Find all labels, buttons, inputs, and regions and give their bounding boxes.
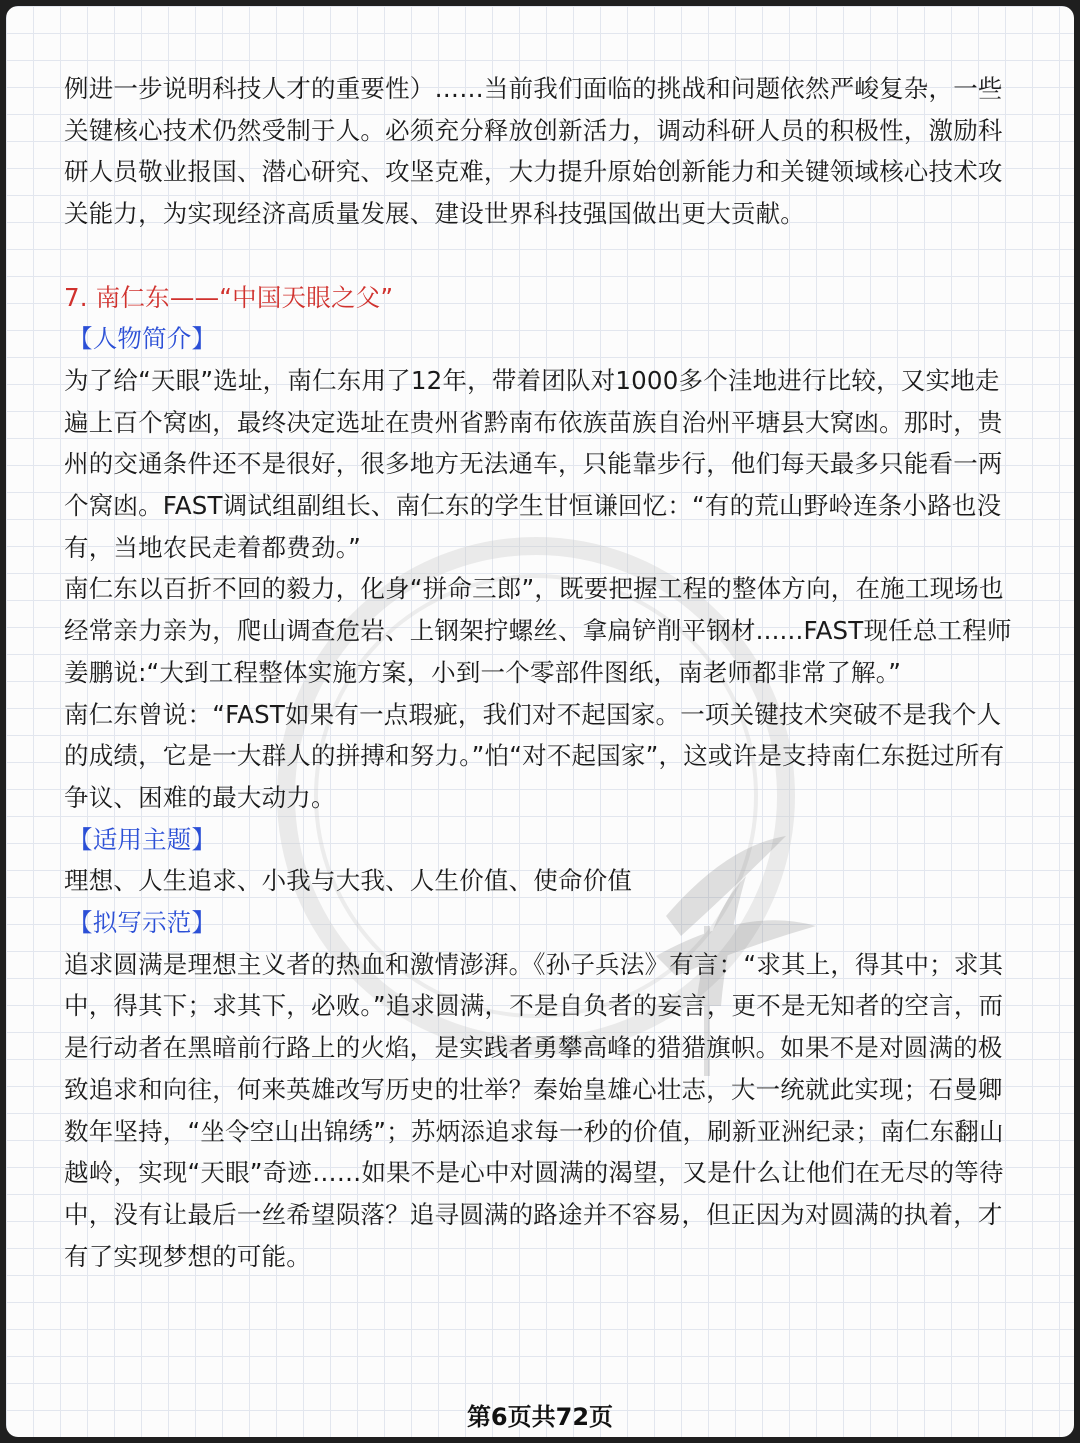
document-body [64, 68, 1024, 1277]
profile-paragraph-3: 南仁东曾说：“FAST如果有一点瑕疵，我们对不起国家。一项关键技术突破不是我个人的成绩，它是一大群人的拼搏和努力。”怕“对不起国家”，这或许是支持南仁东挺过所有争议、困难的最大动力。 [64, 699, 1005, 812]
profile-label: 【人物简介】 [68, 324, 217, 354]
themes-label: 【适用主题】 [68, 824, 217, 854]
themes-text: 理想、人生追求、小我与大我、人生价值、使命价值 [64, 866, 633, 896]
section-gap [64, 235, 1024, 277]
page-number: 第6页共72页 [466, 1403, 614, 1431]
page [6, 6, 1074, 1437]
section-title: 7. 南仁东——“中国天眼之父” [64, 282, 394, 312]
profile-paragraph-1: 为了给“天眼”选址，南仁东用了12年，带着团队对1000多个洼地进行比较，又实地走遍上百个窝凼，最终决定选址在贵州省黔南布依族苗族自治州平塘县大窝凼。那时，贵州的交通条件还不是很好，很多地方无法通车，只能靠步行，他们每天最多只能看一两个窝凼。FAST调试组副组长、南仁东的学生甘恒谦回忆：“有的荒山野岭连条小路也没有，当地农民走着都费劲。” [64, 365, 1003, 562]
sample-paragraph: 追求圆满是理想主义者的热血和激情澎湃。《孙子兵法》有言：“求其上，得其中；求其中，得其下；求其下，必败。”追求圆满，不是自负者的妄言，更不是无知者的空言，而是行动者在黑暗前行路上的火焰，是实践者勇攀高峰的猎猎旗帜。如果不是对圆满的极致追求和向往，何来英雄改写历史的壮举？秦始皇雄心壮志，大一统就此实现；石曼卿数年坚持，“坐令空山出锦绣”；苏炳添追求每一秒的价值，刷新亚洲纪录；南仁东翻山越岭，实现“天眼”奇迹……如果不是心中对圆满的渴望，又是什么让他们在无尽的等待中，没有让最后一丝希望陨落？追寻圆满的路途并不容易，但正因为对圆满的执着，才有了实现梦想的可能。 [64, 949, 1004, 1271]
sample-label: 【拟写示范】 [68, 908, 217, 938]
intro-paragraph: 例进一步说明科技人才的重要性）……当前我们面临的挑战和问题依然严峻复杂，一些关键核心技术仍然受制于人。必须充分释放创新活力，调动科研人员的积极性，激励科研人员敬业报国、潜心研究、攻坚克难，大力提升原始创新能力和关键领域核心技术攻关能力，为实现经济高质量发展、建设世界科技强国做出更大贡献。 [64, 74, 1003, 229]
profile-paragraph-2: 南仁东以百折不回的毅力，化身“拼命三郎”，既要把握工程的整体方向，在施工现场也经常亲力亲为，爬山调查危岩、上钢架拧螺丝、拿扁铲削平钢材......FAST现任总工程师姜鹏说:“大到工程整体实施方案，小到一个零部件图纸，南老师都非常了解。” [64, 574, 1012, 687]
